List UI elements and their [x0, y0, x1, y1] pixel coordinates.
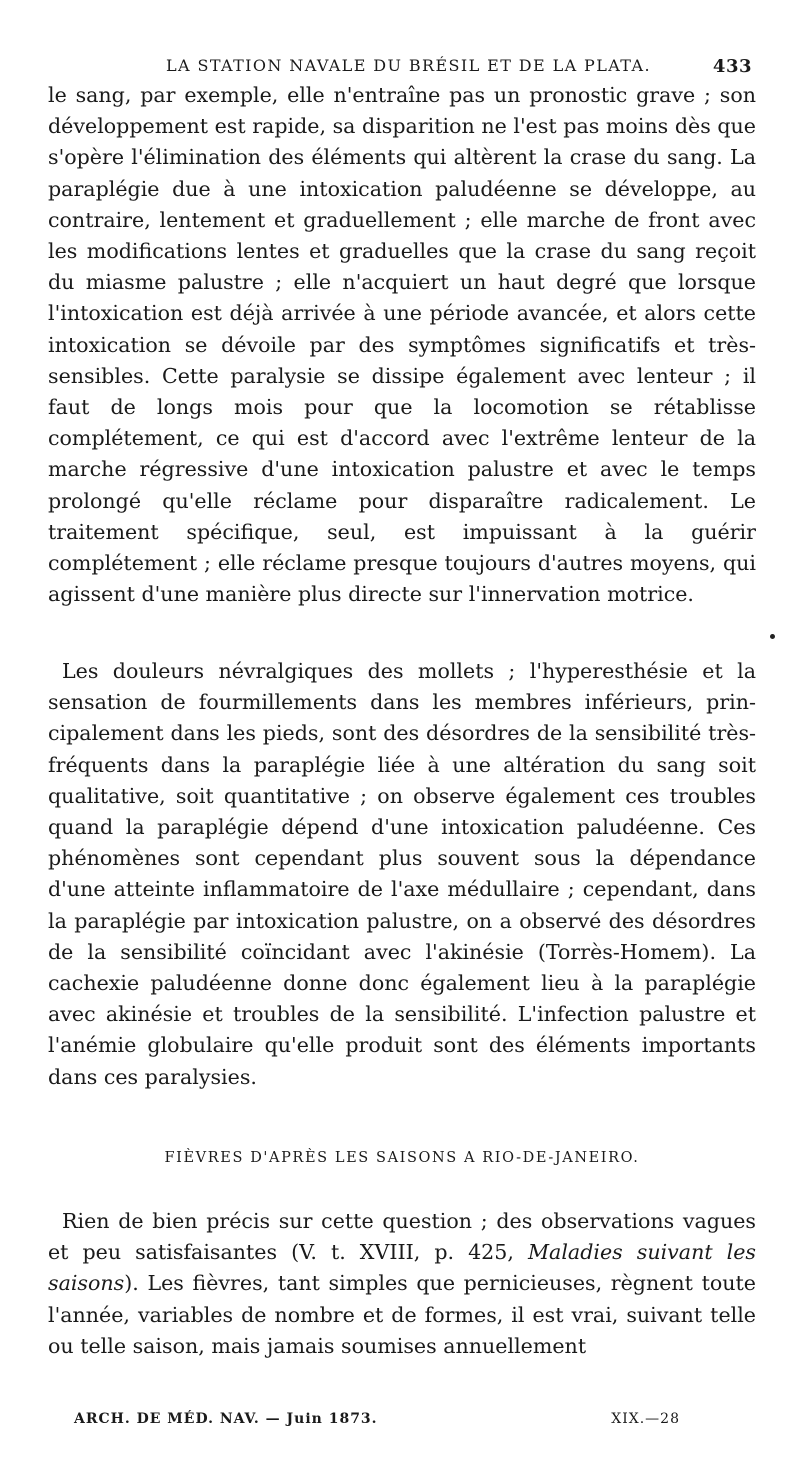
running-header	[48, 56, 760, 82]
paragraph-seasons	[48, 1206, 756, 1362]
margin-mark	[770, 634, 775, 639]
page-number: 433	[712, 56, 752, 77]
paragraph-text	[48, 1206, 756, 1362]
paragraph-text-start: Rien de bien précis sur cette question ; des observations vagues et peu satisfaisantes (V. t. XVIII, p. 425,	[48, 1209, 756, 1265]
paragraph-text-end: ). Les fièvres, tant simples que pernicieuses, règnent toute l'année, variables de nombre et de formes, il est vrai, suivant telle ou telle saison, mais jamais soumises annuellement	[48, 1271, 756, 1358]
page-footer	[62, 1411, 680, 1435]
paragraph-text: Les douleurs névralgiques des mollets ; l'hyperesthésie et la sensation de fourmillements dans les membres inférieurs, principalement dans les pieds, sont des désordres de la sensibilité très-fréquents dans la paraplégie liée à une altération du sang soit qualitative, soit quantitative ; on observe également ces troubles quand la paraplégie dépend d'une intoxication paludéenne. Ces phénomènes sont cependant plus souvent sous la dépendance d'une atteinte inflammatoire de l'axe médullaire ; cependant, dans la paraplégie par intoxication palustre, on a observé des désordres de la sensibilité coïncidant avec l'akinésie (Torrès-Homem). La cachexie paludéenne donne donc également lieu à la paraplégie avec akinésie et troubles de la sensibilité. L'infection palustre et l'anémie globulaire qu'elle produit sont des éléments importants dans ces paralysies.	[48, 659, 756, 1089]
paragraph-text: le sang, par exemple, elle n'entraîne pas un pronostic grave ; son développement est rapide, sa disparition ne l'est pas moins dès que s'opère l'élimination des éléments qui altèrent la crase du sang. La paraplégie due à une intoxication paludéenne se développe, au contraire, lentement et graduellement ; elle marche de front avec les modifications lentes et graduelles que la crase du sang reçoit du miasme palustre ; elle n'acquiert un haut degré que lorsque l'intoxication est déjà arrivée à une période avancée, et alors cette intoxication se dévoile par des symptômes significatifs et très-sensibles. Cette paralysie se dissipe également avec lenteur ; il faut de longs mois pour que la locomotion se rétablisse complétement, ce qui est d'accord avec l'extrême lenteur de la marche régressive d'une intoxication palustre et avec le temps prolongé qu'elle réclame pour disparaître radicalement. Le traitement spécifique, seul, est impuissant à la guérir complétement ; elle réclame presque toujours d'autres moyens, qui agissent d'une manière plus directe sur l'innervation motrice.	[48, 83, 756, 607]
footer-signature: XIX.—28	[611, 1411, 680, 1427]
running-title: LA STATION NAVALE DU BRÉSIL ET DE LA PLATA.	[166, 56, 651, 75]
footer-journal: ARCH. DE MÉD. NAV. — Juin 1873.	[74, 1411, 378, 1427]
paragraph-continued	[48, 80, 756, 610]
paragraph-sensibility	[48, 656, 756, 1093]
italic-reference: Maladies suivant les saisons	[48, 1240, 756, 1296]
section-heading: FIÈVRES D'APRÈS LES SAISONS A RIO-DE-JANEIRO.	[164, 1150, 640, 1166]
